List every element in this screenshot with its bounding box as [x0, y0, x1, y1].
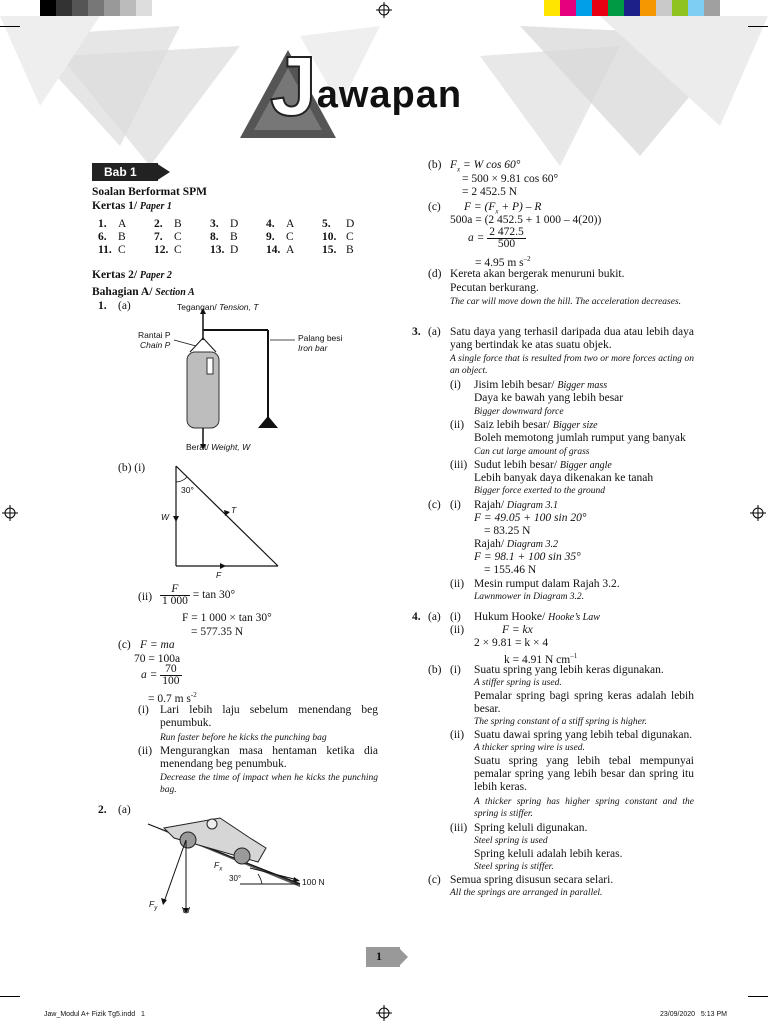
q2-number: 2.	[98, 804, 107, 816]
bar-en: Iron bar	[298, 343, 328, 353]
force-triangle-diagram	[158, 462, 288, 574]
gray-swatch	[72, 0, 88, 16]
bii2: Suatu spring yang lebih tebal mempunyai pemalar spring yang lebih besar dan spring itu lebih keras.	[474, 755, 694, 793]
page-number-tab	[366, 947, 400, 967]
triangle-angle: 30°	[181, 485, 194, 495]
crop-mark	[0, 26, 20, 27]
chain-label	[138, 330, 171, 350]
bii1-en: A thicker spring wire is used.	[474, 743, 585, 753]
tan-equation	[160, 584, 235, 607]
fig2-fy: $F_y$	[149, 899, 158, 912]
mcq-answer: D	[230, 218, 239, 230]
q3cii-num: (ii)	[450, 578, 465, 590]
q3iii-2: Lebih banyak daya dikenakan ke tanah	[474, 472, 654, 484]
mcq-number: 2.	[154, 218, 163, 230]
q4a-label: (a)	[428, 611, 441, 623]
mcq-answer: D	[346, 218, 355, 230]
rb1: F	[450, 159, 458, 171]
crop-mark	[0, 996, 20, 997]
q4ai-label: (i)	[450, 611, 461, 623]
iron-bar-label	[298, 333, 342, 353]
bi1: Suatu spring yang lebih keras digunakan.	[474, 664, 664, 676]
q4bi-label: (i)	[450, 664, 461, 676]
color-swatch	[544, 0, 560, 16]
kertas2-label: Kertas 2/	[92, 269, 138, 281]
rc1: F = (F	[464, 201, 496, 213]
kertas1-heading	[92, 200, 172, 213]
biii2: Spring keluli adalah lebih keras.	[474, 848, 623, 860]
q3i-te: Bigger mass	[557, 380, 608, 391]
color-swatch	[640, 0, 656, 16]
c4-text: = 0.7 m s	[148, 692, 191, 705]
section-label: Section A	[155, 287, 195, 298]
triangle-f: F	[216, 570, 222, 580]
mcq-number: 12.	[154, 244, 169, 256]
biii2-en: Steel spring is stiffer.	[474, 862, 554, 872]
mcq-number: 9.	[266, 231, 275, 243]
color-swatch	[704, 0, 720, 16]
q3iii-num: (iii)	[450, 459, 468, 471]
q4-number: 4.	[412, 611, 421, 623]
q3ci-label: (i)	[450, 499, 461, 511]
mcq-answer: B	[118, 231, 126, 243]
h3-t: k = 4.91 N cm	[504, 653, 571, 666]
r2a: F = 98.1 + 100 sin 35°	[474, 551, 581, 563]
q4b-label: (b)	[428, 664, 442, 676]
c1-eq: F = ma	[140, 639, 175, 651]
mcq-row	[98, 244, 366, 257]
biii1: Spring keluli digunakan.	[474, 822, 588, 834]
gray-swatch	[88, 0, 104, 16]
rb-eq2: = 500 × 9.81 cos 60°	[462, 173, 559, 185]
q1-number: 1.	[98, 300, 107, 312]
c3-den: 100	[162, 675, 180, 687]
color-swatch	[608, 0, 624, 16]
soalan-heading: Soalan Berformat SPM	[92, 186, 207, 198]
punching-bag-diagram	[130, 300, 330, 460]
rb1-rest: = W cos 60°	[460, 159, 521, 171]
color-swatch	[592, 0, 608, 16]
rc3-num: 2 472.5	[489, 226, 524, 238]
mcq-answer: A	[286, 244, 295, 256]
q3a-en: A single force that is resulted from two or more forces acting on an object.	[450, 354, 694, 376]
q4aii-label: (ii)	[450, 624, 465, 636]
r1a: F = 49.05 + 100 sin 20°	[474, 512, 587, 524]
mcq-row	[98, 218, 366, 231]
color-swatch	[624, 0, 640, 16]
mcq-answer: C	[118, 244, 126, 256]
q3iii-te: Bigger angle	[559, 460, 612, 471]
q3-number: 3.	[412, 326, 421, 338]
paper2-label: Paper 2	[139, 270, 172, 281]
bi2: Pemalar spring bagi spring keras adalah lebih besar.	[474, 690, 694, 715]
q4bii-label: (ii)	[450, 729, 465, 741]
cii-text: Mengurangkan masa hentaman ketika dia menendang beg penumbuk.	[160, 745, 378, 770]
triangle-w: W	[161, 512, 170, 522]
chain-text: Rantai P	[138, 330, 171, 340]
q3a-label: (a)	[428, 326, 441, 338]
q3cii-text: Mesin rumput dalam Rajah 3.2.	[474, 578, 620, 590]
mcq-answer: B	[346, 244, 354, 256]
f-eq2: = 577.35 N	[191, 626, 244, 638]
gray-calibration-bar	[40, 0, 152, 16]
f-eq1: F = 1 000 × tan 30°	[182, 612, 272, 624]
color-swatch	[576, 0, 592, 16]
gray-swatch	[120, 0, 136, 16]
q3c-label: (c)	[428, 499, 441, 511]
title-letter: J	[270, 39, 317, 133]
tan30-text: = tan 30°	[192, 589, 236, 602]
rc-label: (c)	[428, 201, 441, 213]
rd-label: (d)	[428, 268, 442, 280]
registration-mark-right	[750, 505, 766, 521]
q4c-en: All the springs are arranged in parallel.	[450, 888, 603, 898]
mcq-number: 4.	[266, 218, 275, 230]
footer-file: Jaw_Modul A+ Fizik Tg5.indd 1	[44, 1011, 145, 1018]
q3iii-en: Bigger force exerted to the ground	[474, 486, 605, 496]
frac-num: F	[160, 584, 190, 596]
footer-date: 23/09/2020 5:13 PM	[660, 1011, 727, 1018]
gray-swatch	[104, 0, 120, 16]
rc3-den: 500	[497, 238, 516, 250]
fig2-fx: $F_x$	[214, 860, 223, 873]
mcq-number: 6.	[98, 231, 107, 243]
mcq-number: 10.	[322, 231, 337, 243]
mcq-number: 8.	[210, 231, 219, 243]
f-over-1000	[160, 584, 190, 607]
c3-num: 70	[160, 664, 181, 676]
car-slope-diagram	[140, 808, 340, 918]
cii-en: Decrease the time of impact when he kicks the punching bag.	[160, 773, 378, 795]
q3cii-en: Lawnmower in Diagram 3.2.	[474, 592, 585, 602]
mcq-answer: B	[230, 231, 238, 243]
rajah1-en: Diagram 3.1	[506, 500, 559, 511]
rc-eq2: 500a = (2 452.5 + 1 000 – 4(20))	[450, 214, 602, 226]
mcq-number: 5.	[322, 218, 331, 230]
c3-eq	[141, 664, 182, 687]
bahagian-label: Bahagian A/	[92, 286, 153, 298]
tension-en: Tension, T	[219, 302, 259, 312]
q1bii-label: (ii)	[138, 591, 153, 603]
rajah2	[474, 538, 558, 551]
color-swatch	[688, 0, 704, 16]
mcq-answer: A	[286, 218, 295, 230]
bahagian-heading	[92, 286, 195, 299]
fig2-w: W	[182, 905, 191, 915]
rb1-sub: x	[457, 165, 461, 174]
rc1-rest: + P) – R	[498, 201, 542, 213]
rajah2-en: Diagram 3.2	[506, 539, 559, 550]
chapter-tab	[92, 163, 158, 181]
mcq-answer: B	[174, 218, 182, 230]
q3i-text	[474, 379, 607, 392]
mcq-number: 15.	[322, 244, 337, 256]
color-calibration-bar	[544, 0, 720, 16]
color-swatch	[560, 0, 576, 16]
chapter-tab-arrow	[156, 163, 170, 181]
q3ii-2: Boleh memotong jumlah rumput yang banyak	[474, 432, 686, 444]
crop-mark	[748, 26, 768, 27]
rb-label: (b)	[428, 159, 442, 171]
page-number-tab-arrow	[398, 947, 408, 967]
kertas2-heading	[92, 269, 172, 282]
q3ii-t: Saiz lebih besar/	[474, 419, 551, 431]
q2a-label: (a)	[118, 804, 131, 816]
biii1-en: Steel spring is used	[474, 836, 548, 846]
bi2-en: The spring constant of a stiff spring is higher.	[474, 717, 647, 727]
mcq-answers	[98, 218, 366, 257]
rd-1: Kereta akan bergerak menuruni bukit.	[450, 268, 625, 280]
color-swatch	[672, 0, 688, 16]
q3ii-en: Can cut large amount of grass	[474, 447, 590, 457]
mcq-row	[98, 231, 366, 244]
q4c-label: (c)	[428, 874, 441, 886]
chapter-tab-label: Bab 1	[104, 165, 137, 179]
triangle-t: T	[231, 505, 237, 515]
q3ii-text	[474, 419, 598, 432]
crop-mark	[748, 996, 768, 997]
gray-swatch	[56, 0, 72, 16]
fig2-angle: 30°	[229, 874, 242, 883]
rc1-sub: x	[495, 207, 499, 216]
kertas1-label: Kertas 1/	[92, 200, 138, 212]
q1bi-label: (b) (i)	[118, 462, 146, 474]
rd-en: The car will move down the hill. The acceleration decreases.	[450, 297, 682, 307]
fig2-n: 100 N	[302, 877, 325, 887]
bii2-en: A thicker spring has higher spring constant and the spring is stiffer.	[474, 797, 694, 819]
mcq-answer: C	[286, 231, 294, 243]
q3ii-te: Bigger size	[552, 420, 598, 431]
weight-label	[186, 442, 250, 452]
ci-en: Run faster before he kicks the punching bag	[160, 733, 327, 743]
q3iii-text	[474, 459, 612, 472]
mcq-number: 7.	[154, 231, 163, 243]
rb-eq3: = 2 452.5 N	[462, 186, 518, 198]
h3-sup: –1	[570, 652, 578, 660]
ci-num: (i)	[138, 704, 149, 716]
registration-mark-bottom	[376, 1005, 392, 1021]
mcq-answer: D	[230, 244, 239, 256]
page-title	[270, 39, 463, 133]
rajah2-t: Rajah/	[474, 538, 505, 550]
q3i-en: Bigger downward force	[474, 407, 564, 417]
q3i-t: Jisim lebih besar/	[474, 379, 555, 391]
c3-frac	[160, 664, 181, 687]
q3i-2: Daya ke bawah yang lebih besar	[474, 392, 624, 404]
mcq-number: 3.	[210, 218, 219, 230]
mcq-answer: A	[118, 218, 127, 230]
q3ii-num: (ii)	[450, 419, 465, 431]
tension-text: Tegangan/	[177, 302, 217, 312]
rc3-frac	[487, 227, 526, 250]
q3iii-t: Sudut lebih besar/	[474, 459, 558, 471]
bi1-en: A stiffer spring is used.	[474, 678, 562, 688]
c2-eq: 70 = 100a	[134, 653, 181, 665]
hooke-en: Hooke’s Law	[548, 612, 600, 623]
mcq-number: 13.	[210, 244, 225, 256]
registration-mark-left	[2, 505, 18, 521]
c4-sup: -2	[190, 691, 197, 699]
weight-text: Berat/	[186, 442, 209, 452]
mcq-number: 1.	[98, 218, 107, 230]
r1b: = 83.25 N	[484, 525, 531, 537]
paper1-label: Paper 1	[139, 201, 172, 212]
color-swatch	[656, 0, 672, 16]
mcq-answer: C	[346, 231, 354, 243]
q1a-label: (a)	[118, 300, 131, 312]
cii-num: (ii)	[138, 745, 153, 757]
mcq-number: 11.	[98, 244, 112, 256]
q4c-text: Semua spring disusun secara selari.	[450, 874, 614, 886]
tension-label	[177, 302, 258, 312]
rc4-sup: –2	[523, 255, 531, 263]
chain-en: Chain P	[140, 340, 171, 350]
rc-eq3	[468, 227, 526, 250]
rajah1-t: Rajah/	[474, 499, 505, 511]
ci-text: Lari lebih laju sebelum menendang beg penumbuk.	[160, 704, 378, 729]
hooke-t: Hukum Hooke/	[474, 611, 546, 623]
bii1: Suatu dawai spring yang lebih tebal digunakan.	[474, 729, 693, 741]
q3i-num: (i)	[450, 379, 461, 391]
q1c-label: (c)	[118, 639, 131, 651]
gray-swatch	[136, 0, 152, 16]
q4biii-label: (iii)	[450, 822, 468, 834]
bar-text: Palang besi	[298, 333, 343, 343]
gray-swatch	[40, 0, 56, 16]
mcq-number: 14.	[266, 244, 281, 256]
weight-en: Weight, W	[211, 442, 251, 452]
q3a-text: Satu daya yang terhasil daripada dua atau lebih daya yang bertindak ke atas suatu objek.	[450, 326, 694, 351]
rc3-a: a =	[468, 232, 485, 245]
rd-2: Pecutan berkurang.	[450, 282, 539, 294]
mcq-answer: C	[174, 244, 182, 256]
mcq-answer: C	[174, 231, 182, 243]
rc4: = 4.95 m s	[475, 256, 524, 269]
page-number: 1	[376, 949, 382, 963]
c3-a: a =	[141, 669, 158, 682]
rajah1	[474, 499, 558, 512]
h2: 2 × 9.81 = k × 4	[474, 637, 549, 649]
r2b: = 155.46 N	[484, 564, 537, 576]
hooke	[474, 611, 600, 624]
frac-den: 1 000	[162, 595, 188, 607]
h1: F = kx	[502, 624, 533, 636]
title-rest: awapan	[316, 74, 463, 116]
